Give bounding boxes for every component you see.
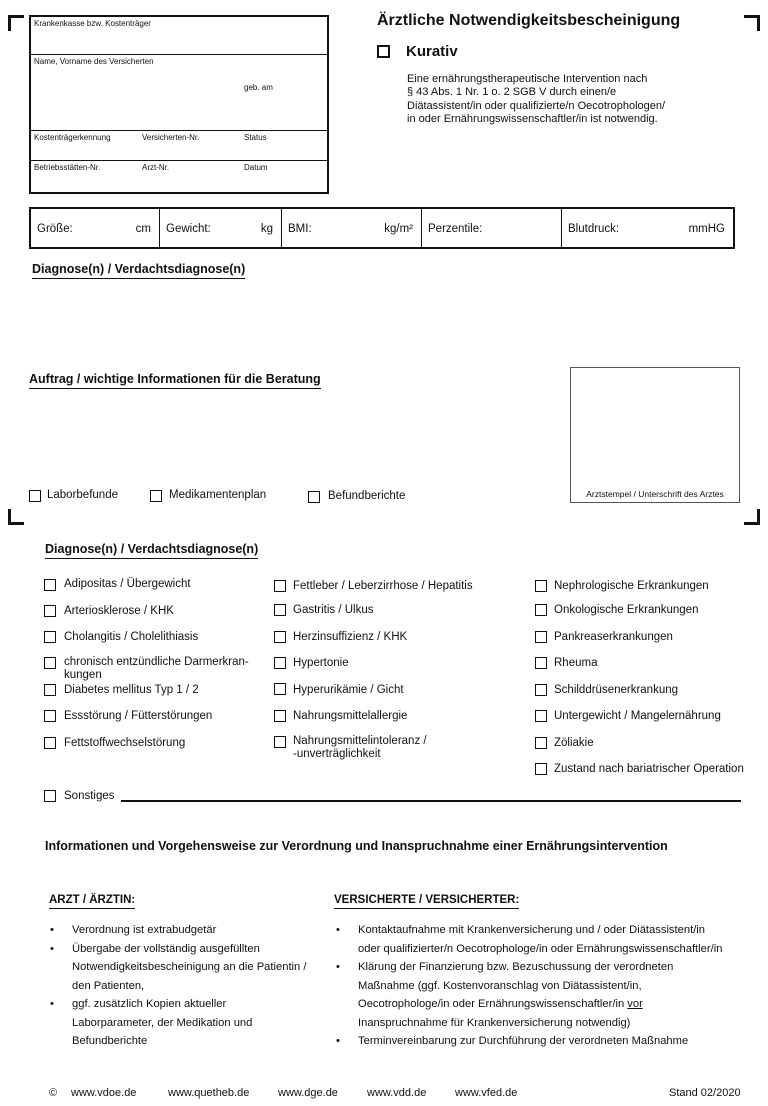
info-heading: Informationen und Vorgehensweise zur Verordnung und Inanspruchnahme einer Ernährungsintervention [45, 839, 668, 853]
other-input-line[interactable] [121, 800, 741, 802]
lab-results-label: Laborbefunde [47, 489, 118, 501]
list-item-text: Inanspruchnahme für Krankenversicherung notwendig) [358, 1016, 631, 1029]
diagnosis-item: Arteriosklerose / KHK [64, 605, 174, 617]
diagnosis-item: Hyperurikämie / Gicht [293, 684, 404, 696]
footer-link[interactable]: www.dge.de [278, 1087, 338, 1099]
diagnosis-checkbox[interactable] [274, 736, 286, 748]
version-label: Stand 02/2020 [669, 1087, 741, 1099]
diagnosis-checkbox[interactable] [44, 657, 56, 669]
diagnosis-checkbox[interactable] [44, 710, 56, 722]
diagnosis-checkbox[interactable] [535, 710, 547, 722]
blood-pressure-unit: mmHG [688, 223, 725, 235]
diagnosis-checkbox[interactable] [535, 631, 547, 643]
diagnosis-checkbox[interactable] [274, 604, 286, 616]
list-item: • Terminvereinbarung zur Durchführung der verordneten Maßnahme [334, 1032, 726, 1051]
diagnosis-heading-checklist: Diagnose(n) / Verdachtsdiagnose(n) [45, 542, 258, 559]
copyright-symbol: © [49, 1087, 58, 1099]
date-label: Datum [244, 163, 268, 172]
blood-pressure-label: Blutdruck: [568, 223, 620, 235]
diagnosis-item: Schilddrüsenerkrankung [554, 684, 679, 696]
list-item-text: Klärung der Finanzierung bzw. Bezuschussung der verordneten Maßnahme (ggf. Kostenvoranschlag von Diätassistent/in, Oecotrophologe/in oder Ernährungswissenschaftler/in [358, 961, 674, 1010]
patient-name-field[interactable] [31, 55, 327, 131]
corner-mark-top-left [8, 15, 24, 31]
findings-reports-label: Befundberichte [328, 490, 406, 502]
diagnosis-checkbox[interactable] [535, 684, 547, 696]
insurance-id-field[interactable] [31, 131, 327, 161]
corner-mark-bottom-left [8, 509, 24, 525]
insured-number-label: Versicherten-Nr. [142, 133, 200, 142]
diagnosis-item: Untergewicht / Mangelernährung [554, 710, 721, 722]
doctor-instructions-list [48, 921, 310, 1051]
other-label: Sonstiges [64, 790, 115, 802]
diagnosis-checkbox[interactable] [535, 580, 547, 592]
diagnosis-item: Nahrungsmittelallergie [293, 710, 408, 722]
diagnosis-item: Herzinsuffizienz / KHK [293, 631, 408, 643]
corner-mark-bottom-right [744, 509, 760, 525]
diagnosis-checkbox[interactable] [274, 657, 286, 669]
diagnosis-checkbox[interactable] [274, 631, 286, 643]
footer-link[interactable]: www.vfed.de [455, 1087, 518, 1099]
diagnosis-checkbox[interactable] [535, 737, 547, 749]
diagnosis-item: Fettstoffwechselstörung [64, 737, 186, 749]
footer-link[interactable]: www.vdd.de [367, 1087, 427, 1099]
diagnosis-checkbox[interactable] [535, 657, 547, 669]
percentile-label: Perzentile: [428, 223, 483, 235]
kurativ-label: Kurativ [406, 43, 458, 60]
findings-reports-checkbox[interactable] [308, 491, 320, 503]
diagnosis-item: Diabetes mellitus Typ 1 / 2 [64, 684, 199, 696]
order-info-text-area[interactable] [29, 395, 559, 480]
list-item: • ggf. zusätzlich Kopien aktueller Laborparameter, der Medikation und Befundberichte [48, 995, 310, 1051]
practice-field[interactable] [31, 161, 327, 194]
diagnosis-item: Cholangitis / Cholelithiasis [64, 631, 199, 643]
diagnosis-item: Onkologische Erkrankungen [554, 604, 699, 616]
list-item: • Übergabe der vollständig ausgefüllten Notwendigkeitsbescheinigung an die Patientin / den Patienten, [48, 940, 310, 996]
diagnosis-checkbox[interactable] [44, 737, 56, 749]
diagnosis-checkbox[interactable] [535, 763, 547, 775]
list-item: • Kontaktaufnahme mit Krankenversicherung und / oder Diätassistent/in oder qualifizierter/n Oecotrophologe/in oder Ernährungswissenschaftler/in [334, 921, 726, 958]
weight-unit: kg [260, 223, 273, 235]
diagnosis-item: Hypertonie [293, 657, 349, 669]
diagnosis-item: Pankreaserkrankungen [554, 631, 673, 643]
diagnosis-item: Nephrologische Erkrankungen [554, 580, 709, 592]
diagnosis-checkbox[interactable] [274, 580, 286, 592]
order-info-heading: Auftrag / wichtige Informationen für die Beratung [29, 372, 321, 389]
percentile-field[interactable] [422, 209, 562, 247]
birthdate-label: geb. am [244, 83, 273, 92]
insurance-field[interactable] [31, 17, 327, 55]
other-checkbox[interactable] [44, 790, 56, 802]
form-title: Ärztliche Notwendigkeitsbescheinigung [377, 12, 681, 29]
diagnosis-checkbox[interactable] [44, 579, 56, 591]
footer-link[interactable]: www.vdoe.de [71, 1087, 137, 1099]
medication-plan-checkbox[interactable] [150, 490, 162, 502]
blood-pressure-field[interactable] [562, 209, 733, 247]
diagnosis-item: Adipositas / Übergewicht [64, 578, 191, 590]
weight-field[interactable] [160, 209, 282, 247]
diagnosis-text-area[interactable] [32, 285, 562, 355]
diagnosis-checkbox[interactable] [274, 710, 286, 722]
measurement-row [29, 207, 735, 249]
bmi-unit: kg/m² [384, 223, 413, 235]
insured-heading: VERSICHERTE / VERSICHERTER: [334, 894, 519, 909]
doctor-stamp-box[interactable] [570, 367, 740, 503]
medication-plan-label: Medikamentenplan [169, 489, 267, 501]
height-unit: cm [135, 223, 151, 235]
patient-info-box [29, 15, 329, 194]
bmi-field[interactable] [282, 209, 422, 247]
corner-mark-top-right [744, 15, 760, 31]
weight-label: Gewicht: [166, 223, 211, 235]
diagnosis-item: Rheuma [554, 657, 598, 669]
insured-instructions-list [334, 921, 726, 1051]
footer-link[interactable]: www.quetheb.de [168, 1087, 250, 1099]
diagnosis-item: Fettleber / Leberzirrhose / Hepatitis [293, 580, 473, 592]
doctor-stamp-label: Arztstempel / Unterschrift des Arztes [586, 489, 724, 499]
list-item-underlined: vor [627, 998, 643, 1010]
bmi-label: BMI: [288, 223, 312, 235]
lab-results-checkbox[interactable] [29, 490, 41, 502]
height-field[interactable] [31, 209, 160, 247]
list-item [334, 958, 726, 1032]
diagnosis-checkbox[interactable] [44, 684, 56, 696]
doctor-number-label: Arzt-Nr. [142, 163, 170, 172]
intro-text: Eine ernährungstherapeutische Intervention nach § 43 Abs. 1 Nr. 1 o. 2 SGB V durch einen/e Diätassistent/in oder qualifizierte/n Oecotrophologen/ in oder Ernährungswissenschaftler/in ist notwendig. [407, 73, 666, 126]
diagnosis-checkbox[interactable] [44, 631, 56, 643]
diagnosis-item: chronisch entzündliche Darmerkran- kungen [64, 656, 249, 681]
list-item: • Verordnung ist extrabudgetär [48, 921, 310, 940]
kurativ-checkbox[interactable] [377, 45, 390, 58]
status-label: Status [244, 133, 267, 142]
diagnosis-item: Zustand nach bariatrischer Operation [554, 763, 744, 775]
diagnosis-checkbox[interactable] [535, 604, 547, 616]
diagnosis-item: Zöliakie [554, 737, 594, 749]
insurer-id-label: Kostenträgerkennung [34, 133, 111, 142]
insurance-label: Krankenkasse bzw. Kostenträger [34, 19, 151, 28]
diagnosis-item: Nahrungsmittelintoleranz / -unverträglichkeit [293, 735, 427, 760]
diagnosis-item: Gastritis / Ulkus [293, 604, 374, 616]
diagnosis-checkbox[interactable] [274, 683, 286, 695]
diagnosis-heading: Diagnose(n) / Verdachtsdiagnose(n) [32, 262, 245, 279]
doctor-heading: ARZT / ÄRZTIN: [49, 894, 135, 909]
practice-number-label: Betriebsstätten-Nr. [34, 163, 101, 172]
diagnosis-checkbox[interactable] [44, 605, 56, 617]
diagnosis-item: Essstörung / Fütterstörungen [64, 710, 213, 722]
patient-name-label: Name, Vorname des Versicherten [34, 57, 154, 66]
height-label: Größe: [37, 223, 73, 235]
